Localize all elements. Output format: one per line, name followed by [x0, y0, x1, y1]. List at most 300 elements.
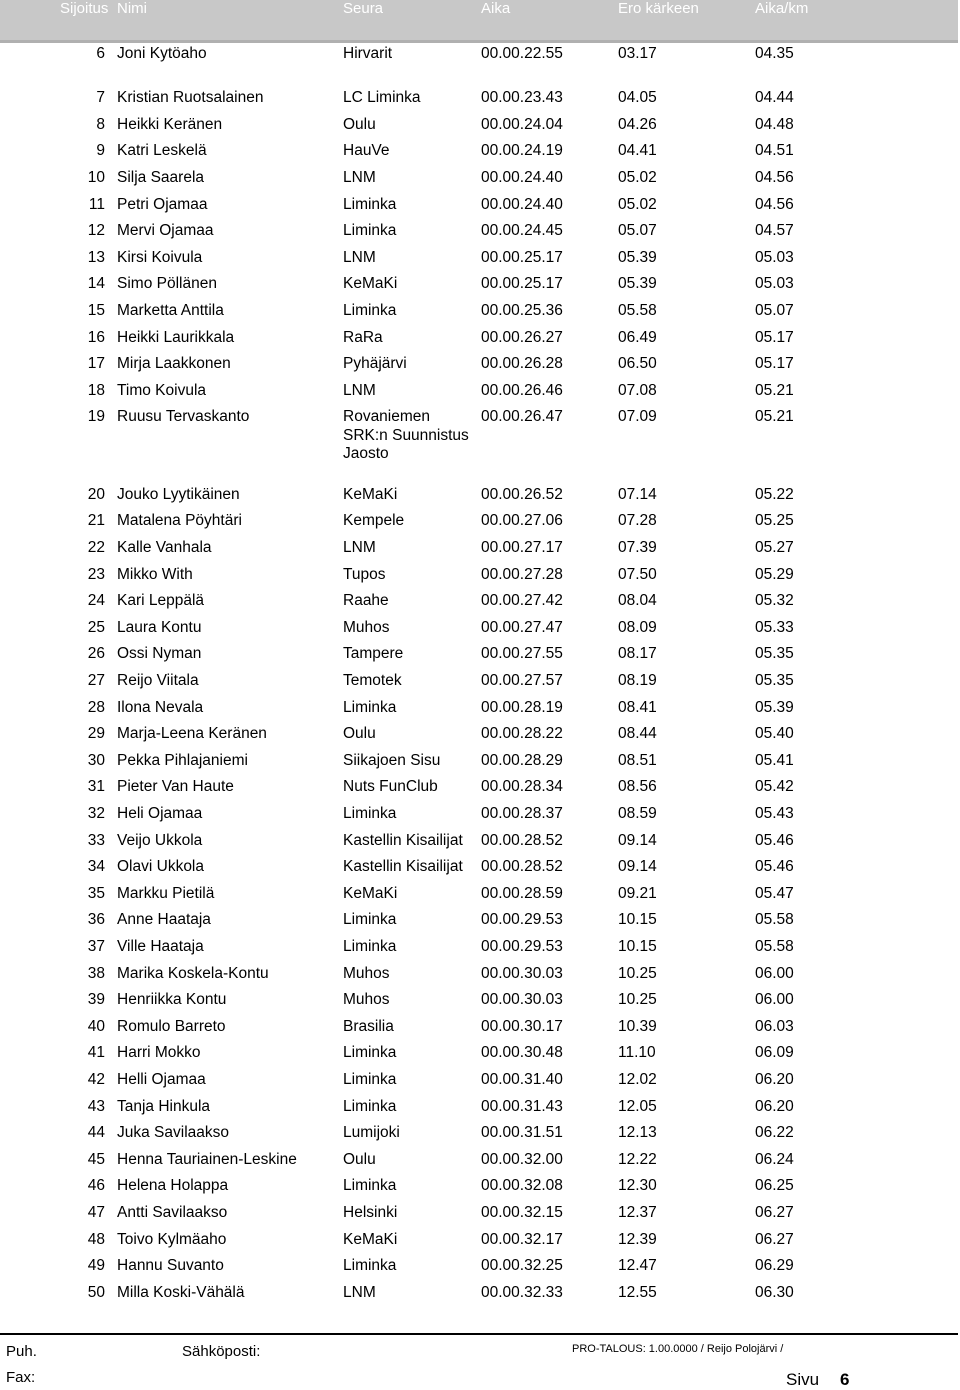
club-name: Kastellin Kisailijat [343, 858, 463, 876]
runner-name: Marja-Leena Keränen [117, 725, 267, 743]
table-row [0, 45, 960, 65]
rank-cell: 35 [87, 884, 105, 902]
finish-time: 00.00.27.55 [481, 645, 563, 663]
runner-name: Marika Koskela-Kontu [117, 964, 269, 982]
rank-cell: 36 [87, 911, 105, 929]
rank-cell: 42 [87, 1071, 105, 1088]
runner-name: Tanja Hinkula [117, 1097, 211, 1115]
rank-cell: 26 [87, 645, 105, 663]
gap-to-leader: 08.17 [618, 645, 657, 663]
table-row [0, 592, 960, 612]
table-row [0, 938, 960, 958]
gap-to-leader: 07.09 [618, 408, 657, 426]
table-row [0, 778, 960, 798]
gap-to-leader: 04.41 [618, 142, 657, 160]
pace-per-km: 06.25 [755, 1177, 794, 1195]
club-name: Kempele [343, 512, 405, 530]
table-row [0, 1284, 960, 1304]
rank-cell: 39 [87, 991, 105, 1009]
pace-per-km: 05.03 [755, 275, 794, 293]
gap-to-leader: 10.15 [618, 938, 657, 955]
finish-time: 00.00.28.19 [481, 698, 563, 716]
runner-name: Markku Pietilä [117, 884, 215, 902]
pace-per-km: 05.27 [755, 539, 794, 556]
footer-fax-label: Fax: [6, 1369, 36, 1386]
club-name: RaRa [343, 328, 383, 346]
rank-cell: 18 [87, 381, 105, 399]
finish-time: 00.00.32.00 [481, 1150, 563, 1168]
rank-cell: 19 [87, 408, 105, 426]
finish-time: 00.00.25.36 [481, 301, 563, 319]
table-row [0, 805, 960, 825]
rank-cell: 33 [87, 831, 105, 849]
pace-per-km: 06.20 [755, 1097, 794, 1115]
runner-name: Kari Leppälä [117, 592, 205, 610]
pace-per-km: 04.57 [755, 222, 794, 240]
gap-to-leader: 08.04 [618, 592, 657, 610]
pace-per-km: 05.03 [755, 248, 794, 266]
pace-per-km: 06.09 [755, 1044, 794, 1062]
finish-time: 00.00.32.17 [481, 1230, 563, 1248]
table-row [0, 1124, 960, 1144]
gap-to-leader: 08.44 [618, 725, 657, 743]
pace-per-km: 06.00 [755, 964, 794, 982]
club-name: Kastellin Kisailijat [343, 831, 463, 849]
club-name: LNM [343, 248, 376, 266]
pace-per-km: 06.00 [755, 991, 794, 1009]
pace-per-km: 05.47 [755, 884, 794, 902]
pace-per-km: 05.29 [755, 565, 794, 583]
gap-to-leader: 04.26 [618, 115, 657, 133]
pace-per-km: 04.48 [755, 115, 794, 133]
runner-name: Mervi Ojamaa [117, 222, 214, 240]
finish-time: 00.00.24.45 [481, 222, 563, 240]
club-name: Tampere [343, 645, 404, 663]
runner-name: Kristian Ruotsalainen [117, 89, 264, 107]
rank-cell: 28 [87, 698, 105, 716]
club-name: Liminka [343, 805, 397, 822]
table-row [0, 725, 960, 745]
gap-to-leader: 05.02 [618, 195, 657, 213]
club-name: Temotek [343, 672, 402, 689]
runner-name: Reijo Viitala [117, 672, 199, 689]
pace-per-km: 04.56 [755, 195, 794, 213]
gap-to-leader: 08.59 [618, 805, 657, 822]
rank-cell: 24 [87, 592, 105, 610]
runner-name: Pekka Pihlajaniemi [117, 751, 248, 769]
gap-to-leader: 10.25 [618, 991, 657, 1009]
club-name: HauVe [343, 142, 390, 160]
runner-name: Ruusu Tervaskanto [117, 408, 250, 426]
rank-cell: 17 [87, 355, 105, 373]
club-name: Nuts FunClub [343, 778, 438, 796]
pace-per-km: 05.17 [755, 328, 794, 346]
club-name: Liminka [343, 1257, 397, 1275]
gap-to-leader: 12.55 [618, 1283, 657, 1301]
finish-time: 00.00.30.03 [481, 991, 563, 1009]
finish-time: 00.00.26.27 [481, 328, 563, 346]
finish-time: 00.00.23.43 [481, 89, 563, 107]
table-row [0, 832, 960, 852]
club-name: Muhos [343, 991, 390, 1009]
runner-name: Mirja Laakkonen [117, 355, 231, 373]
runner-name: Antti Savilaakso [117, 1204, 228, 1221]
pace-per-km: 05.17 [755, 355, 794, 373]
table-row [0, 1231, 960, 1251]
table-row [0, 1177, 960, 1197]
rank-cell: 23 [87, 565, 105, 583]
finish-time: 00.00.27.17 [481, 539, 563, 556]
pace-per-km: 04.35 [755, 45, 794, 62]
rank-cell: 9 [96, 142, 105, 160]
col-header-club: Seura [343, 0, 384, 17]
pace-per-km: 05.42 [755, 778, 794, 796]
rank-cell: 22 [87, 539, 105, 556]
finish-time: 00.00.26.52 [481, 485, 563, 503]
pace-per-km: 04.56 [755, 168, 794, 186]
finish-time: 00.00.26.46 [481, 381, 563, 399]
pace-per-km: 06.20 [755, 1071, 794, 1088]
club-name: Muhos [343, 964, 390, 982]
table-row [0, 408, 960, 463]
gap-to-leader: 09.21 [618, 884, 657, 902]
table-row [0, 196, 960, 216]
finish-time: 00.00.32.08 [481, 1177, 563, 1195]
table-row [0, 89, 960, 109]
gap-to-leader: 10.39 [618, 1017, 657, 1035]
gap-to-leader: 07.28 [618, 512, 657, 530]
table-row [0, 991, 960, 1011]
runner-name: Kirsi Koivula [117, 248, 203, 266]
table-row [0, 249, 960, 269]
runner-name: Ossi Nyman [117, 645, 202, 663]
finish-time: 00.00.25.17 [481, 275, 563, 293]
rank-cell: 14 [87, 275, 105, 293]
runner-name: Milla Koski-Vähälä [117, 1283, 245, 1301]
pace-per-km: 05.39 [755, 698, 794, 716]
rank-cell: 50 [87, 1283, 105, 1301]
pace-per-km: 06.30 [755, 1283, 794, 1301]
table-row [0, 911, 960, 931]
rank-cell: 10 [87, 168, 105, 186]
runner-name: Pieter Van Haute [117, 778, 234, 796]
table-row [0, 1018, 960, 1038]
gap-to-leader: 12.02 [618, 1071, 657, 1088]
table-row [0, 1098, 960, 1118]
club-name: Liminka [343, 911, 397, 929]
table-row [0, 885, 960, 905]
gap-to-leader: 08.41 [618, 698, 657, 716]
finish-time: 00.00.28.34 [481, 778, 563, 796]
gap-to-leader: 05.07 [618, 222, 657, 240]
pace-per-km: 04.44 [755, 89, 794, 107]
finish-time: 00.00.27.06 [481, 512, 563, 530]
finish-time: 00.00.24.19 [481, 142, 563, 160]
footer-software-credit: PRO-TALOUS: 1.00.0000 / Reijo Polojärvi / [572, 1343, 784, 1355]
club-name: Liminka [343, 1097, 397, 1115]
gap-to-leader: 10.25 [618, 964, 657, 982]
page-footer [0, 1333, 958, 1388]
rank-cell: 8 [96, 115, 105, 133]
pace-per-km: 05.07 [755, 301, 794, 319]
pace-per-km: 05.40 [755, 725, 794, 743]
club-name: KeMaKi [343, 275, 398, 293]
club-name: Raahe [343, 592, 389, 610]
runner-name: Veijo Ukkola [117, 831, 203, 849]
rank-cell: 11 [88, 195, 105, 213]
rank-cell: 29 [87, 725, 105, 743]
rank-cell: 43 [87, 1097, 105, 1115]
runner-name: Juka Savilaakso [117, 1124, 230, 1142]
finish-time: 00.00.32.15 [481, 1204, 563, 1221]
rank-cell: 31 [87, 778, 105, 796]
pace-per-km: 05.21 [755, 408, 794, 426]
club-name: LNM [343, 539, 376, 556]
col-header-time: Aika [481, 0, 511, 17]
table-row [0, 619, 960, 639]
gap-to-leader: 12.30 [618, 1177, 657, 1195]
runner-name: Ville Haataja [117, 938, 204, 955]
footer-email-label: Sähköposti: [182, 1343, 261, 1360]
rank-cell: 40 [87, 1017, 105, 1035]
table-row [0, 302, 960, 322]
pace-per-km: 06.27 [755, 1230, 794, 1248]
club-name: Liminka [343, 195, 397, 213]
table-row [0, 142, 960, 162]
gap-to-leader: 12.13 [618, 1124, 657, 1142]
finish-time: 00.00.29.53 [481, 911, 563, 929]
club-name: Liminka [343, 1044, 397, 1062]
pace-per-km: 06.29 [755, 1257, 794, 1275]
finish-time: 00.00.26.28 [481, 355, 563, 373]
runner-name: Matalena Pöyhtäri [117, 512, 242, 530]
gap-to-leader: 04.05 [618, 89, 657, 107]
gap-to-leader: 09.14 [618, 831, 657, 849]
club-name: Liminka [343, 1177, 397, 1195]
table-row [0, 1151, 960, 1171]
pace-per-km: 05.25 [755, 512, 794, 530]
club-name: Liminka [343, 1071, 397, 1088]
runner-name: Toivo Kylmäaho [117, 1230, 227, 1248]
runner-name: Silja Saarela [117, 168, 205, 186]
runner-name: Katri Leskelä [117, 142, 207, 160]
runner-name: Marketta Anttila [117, 301, 224, 319]
rank-cell: 27 [87, 672, 105, 689]
gap-to-leader: 03.17 [618, 45, 657, 62]
rank-cell: 49 [87, 1257, 105, 1275]
runner-name: Petri Ojamaa [117, 195, 208, 213]
rank-cell: 7 [96, 89, 105, 107]
finish-time: 00.00.28.52 [481, 858, 563, 876]
rank-cell: 44 [87, 1124, 105, 1142]
runner-name: Heikki Keränen [117, 115, 223, 133]
gap-to-leader: 07.14 [618, 485, 657, 503]
table-row [0, 1044, 960, 1064]
table-row [0, 1071, 960, 1091]
rank-cell: 6 [96, 45, 105, 62]
runner-name: Mikko With [117, 565, 193, 583]
finish-time: 00.00.28.37 [481, 805, 563, 822]
finish-time: 00.00.24.40 [481, 195, 563, 213]
table-row [0, 539, 960, 559]
col-header-gap: Ero kärkeen [618, 0, 699, 17]
rank-cell: 48 [87, 1230, 105, 1248]
finish-time: 00.00.27.47 [481, 618, 563, 636]
pace-per-km: 05.41 [755, 751, 794, 769]
pace-per-km: 05.32 [755, 592, 794, 610]
pace-per-km: 05.33 [755, 618, 794, 636]
club-name: Siikajoen Sisu [343, 751, 441, 769]
table-row [0, 965, 960, 985]
finish-time: 00.00.30.03 [481, 964, 563, 982]
club-name: Rovaniemen SRK:n Suunnistus Jaosto [343, 408, 469, 463]
table-row [0, 275, 960, 295]
finish-time: 00.00.32.33 [481, 1283, 563, 1301]
gap-to-leader: 10.15 [618, 911, 657, 929]
footer-page-number: 6 [840, 1370, 850, 1389]
finish-time: 00.00.24.40 [481, 168, 563, 186]
pace-per-km: 06.27 [755, 1204, 794, 1221]
finish-time: 00.00.30.17 [481, 1017, 563, 1035]
club-name: Liminka [343, 222, 397, 240]
club-name: KeMaKi [343, 884, 398, 902]
table-row [0, 222, 960, 242]
rank-cell: 34 [87, 858, 105, 876]
runner-name: Helli Ojamaa [117, 1071, 206, 1088]
finish-time: 00.00.31.43 [481, 1097, 563, 1115]
finish-time: 00.00.27.28 [481, 565, 563, 583]
pace-per-km: 05.46 [755, 831, 794, 849]
gap-to-leader: 12.37 [618, 1204, 657, 1221]
finish-time: 00.00.27.57 [481, 672, 563, 689]
rank-cell: 46 [87, 1177, 105, 1195]
rank-cell: 45 [87, 1150, 105, 1168]
table-row [0, 512, 960, 532]
table-row [0, 382, 960, 402]
pace-per-km: 06.03 [755, 1017, 794, 1035]
club-name: Pyhäjärvi [343, 355, 407, 373]
col-header-pace: Aika/km [755, 0, 809, 17]
gap-to-leader: 07.50 [618, 565, 657, 583]
footer-page-label: Sivu [786, 1370, 820, 1389]
table-row [0, 645, 960, 665]
club-name: Muhos [343, 618, 390, 636]
pace-per-km: 05.43 [755, 805, 794, 822]
table-row [0, 116, 960, 136]
gap-to-leader: 08.09 [618, 618, 657, 636]
gap-to-leader: 05.58 [618, 301, 657, 319]
table-row [0, 672, 960, 692]
pace-per-km: 06.24 [755, 1150, 794, 1168]
rank-cell: 16 [87, 328, 105, 346]
table-row [0, 699, 960, 719]
finish-time: 00.00.31.51 [481, 1124, 563, 1142]
finish-time: 00.00.22.55 [481, 45, 563, 62]
runner-name: Hannu Suvanto [117, 1257, 224, 1275]
club-name: Liminka [343, 301, 397, 319]
finish-time: 00.00.26.47 [481, 408, 563, 426]
club-name: Oulu [343, 115, 376, 133]
runner-name: Laura Kontu [117, 618, 202, 636]
col-header-name: Nimi [117, 0, 147, 17]
gap-to-leader: 08.19 [618, 672, 657, 689]
gap-to-leader: 05.39 [618, 248, 657, 266]
table-row [0, 169, 960, 189]
table-row [0, 486, 960, 506]
pace-per-km: 05.46 [755, 858, 794, 876]
club-name: Hirvarit [343, 45, 393, 62]
rank-cell: 13 [87, 248, 105, 266]
gap-to-leader: 12.22 [618, 1150, 657, 1168]
runner-name: Romulo Barreto [117, 1017, 226, 1035]
gap-to-leader: 06.50 [618, 355, 657, 373]
rank-cell: 32 [87, 805, 105, 822]
club-name: LC Liminka [343, 89, 421, 107]
table-row [0, 355, 960, 375]
runner-name: Jouko Lyytikäinen [117, 485, 240, 503]
col-header-rank: Sijoitus [60, 0, 109, 17]
finish-time: 00.00.31.40 [481, 1071, 563, 1088]
gap-to-leader: 12.47 [618, 1257, 657, 1275]
pace-per-km: 05.58 [755, 911, 794, 929]
gap-to-leader: 12.39 [618, 1230, 657, 1248]
club-name: Tupos [343, 565, 386, 583]
club-name: KeMaKi [343, 485, 398, 503]
rank-cell: 12 [87, 222, 105, 240]
finish-time: 00.00.28.22 [481, 725, 563, 743]
finish-time: 00.00.28.29 [481, 751, 563, 769]
pace-per-km: 06.22 [755, 1124, 794, 1142]
table-row [0, 752, 960, 772]
rank-cell: 47 [87, 1204, 105, 1221]
club-name: LNM [343, 1283, 376, 1301]
pace-per-km: 05.58 [755, 938, 794, 955]
rank-cell: 15 [87, 301, 105, 319]
rank-cell: 21 [87, 512, 105, 530]
club-name: Helsinki [343, 1204, 398, 1221]
gap-to-leader: 12.05 [618, 1097, 657, 1115]
table-row [0, 858, 960, 878]
pace-per-km: 04.51 [755, 142, 794, 160]
finish-time: 00.00.30.48 [481, 1044, 563, 1062]
runner-name: Anne Haataja [117, 911, 211, 929]
runner-name: Helena Holappa [117, 1177, 229, 1195]
pace-per-km: 05.35 [755, 645, 794, 663]
runner-name: Henna Tauriainen-Leskine [117, 1150, 297, 1168]
runner-name: Heikki Laurikkala [117, 328, 235, 346]
club-name: LNM [343, 168, 376, 186]
club-name: Oulu [343, 1150, 376, 1168]
club-name: KeMaKi [343, 1230, 398, 1248]
gap-to-leader: 09.14 [618, 858, 657, 876]
runner-name: Timo Koivula [117, 381, 207, 399]
table-row [0, 1257, 960, 1277]
results-table-header [0, 0, 958, 43]
gap-to-leader: 05.02 [618, 168, 657, 186]
finish-time: 00.00.28.52 [481, 831, 563, 849]
rank-cell: 37 [87, 938, 105, 955]
finish-time: 00.00.24.04 [481, 115, 563, 133]
gap-to-leader: 06.49 [618, 328, 657, 346]
pace-per-km: 05.22 [755, 485, 794, 503]
runner-name: Kalle Vanhala [117, 539, 212, 556]
gap-to-leader: 07.39 [618, 539, 657, 556]
runner-name: Joni Kytöaho [117, 45, 207, 62]
club-name: Oulu [343, 725, 376, 743]
gap-to-leader: 08.51 [618, 751, 657, 769]
rank-cell: 41 [87, 1044, 105, 1062]
club-name: Liminka [343, 698, 397, 716]
